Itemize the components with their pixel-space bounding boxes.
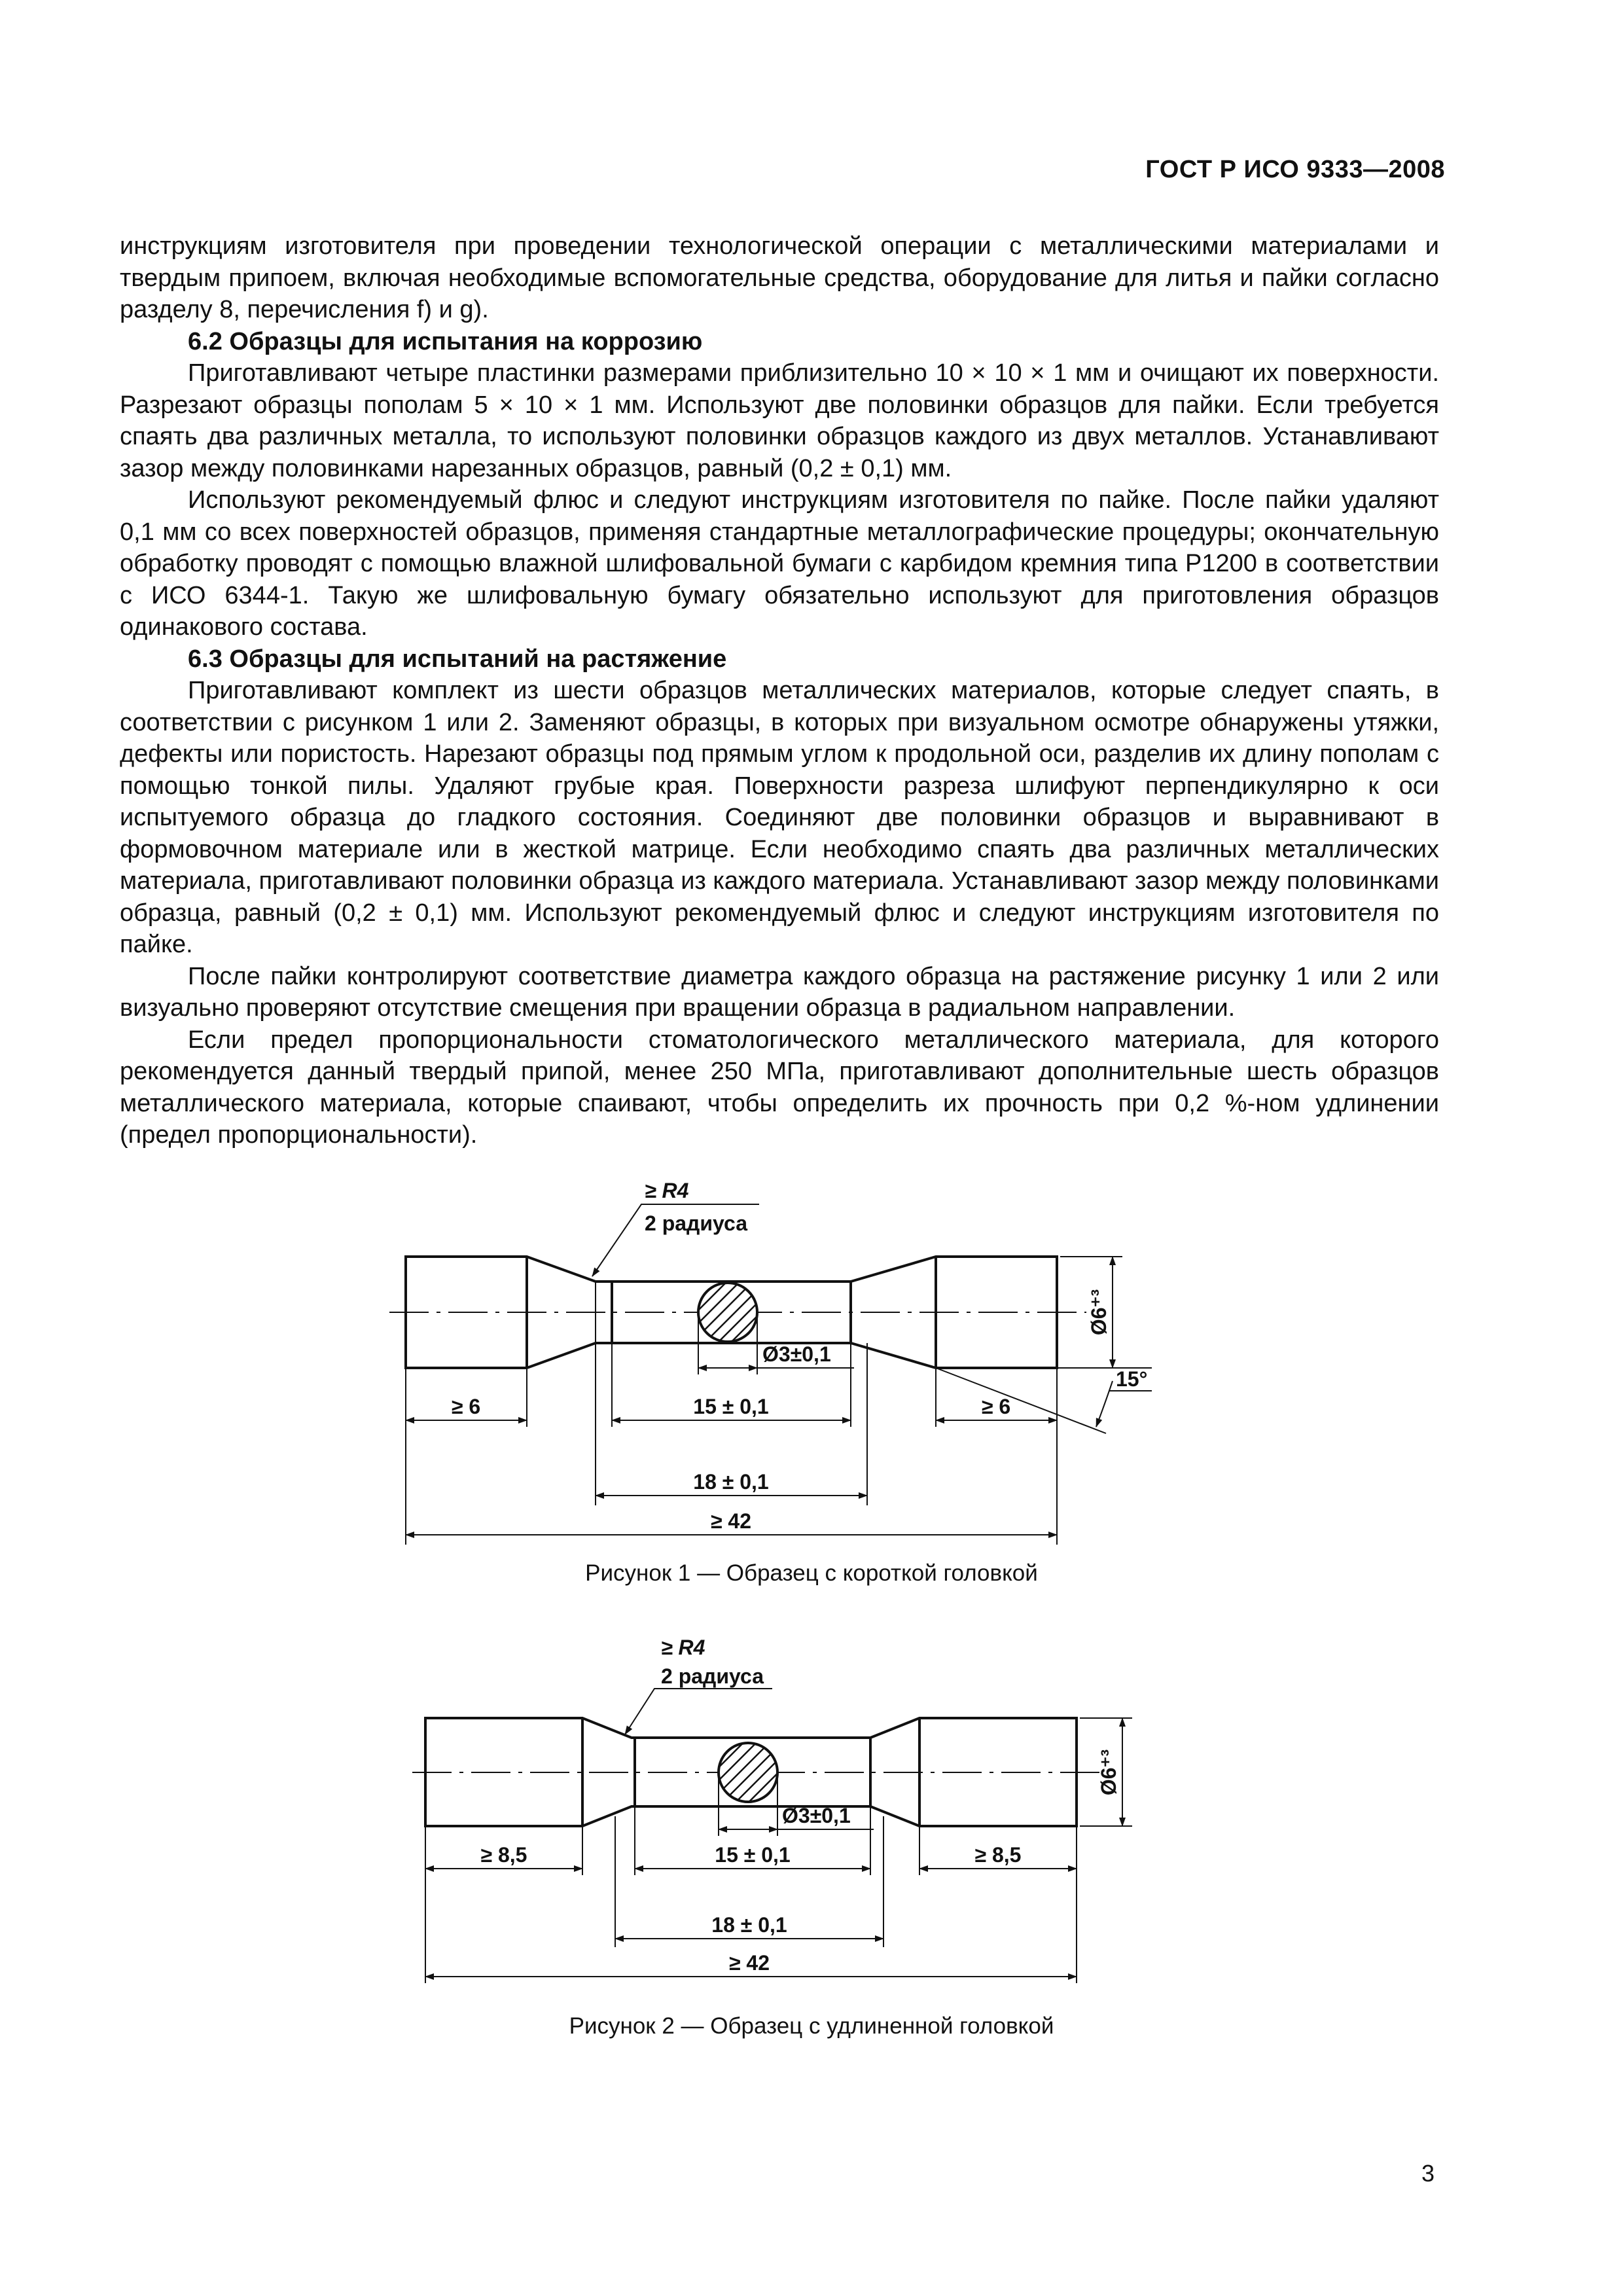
inner-diameter-label: Ø3±0,1 [782, 1804, 851, 1827]
head-left-dim: ≥ 6 [451, 1395, 481, 1418]
radius-label: ≥ R4 [661, 1636, 705, 1659]
figure-1 [0, 1178, 1623, 1571]
neck-length-dim: 18 ± 0,1 [711, 1913, 787, 1937]
section-6-2-paragraph-2: Используют рекомендуемый флюс и следуют инструкциям изготовителя по пайке. После пайки удаляют 0,1 мм со всех поверхностей образцов, применяя стандартные металлографические процедуры; окончательную обработку проводят с помощью влажной шлифовальной бумаги с карбидом кремния типа P1200 в соответствии с ИСО 6344-1. Такую же шлифовальную бумагу обязательно используют для приготовления образцов одинакового состава. [120, 486, 1439, 641]
cross-section [719, 1743, 777, 1802]
head-left-dim: ≥ 8,5 [480, 1843, 527, 1867]
radius-note: 2 радиуса [661, 1664, 764, 1688]
neck-length-dim: 18 ± 0,1 [693, 1470, 769, 1494]
paragraph-intro: инструкциям изготовителя при проведении технологической операции с металлическими материалами и твердым припоем, включая необходимые вспомогательные средства, оборудование для литья и пайки согласно разделу 8, перечисления f) и g). [120, 232, 1439, 323]
cross-section [698, 1283, 757, 1342]
radius-note: 2 радиуса [645, 1211, 747, 1235]
section-6-3-paragraph-1: Приготавливают комплект из шести образцов металлических материалов, которые следует спаять, в соответствии с рисунком 1 или 2. Заменяют образцы, в которых при визуальном осмотре обнаружены утяжки, дефекты или пористость. Нарезают образцы под прямым углом к продольной оси, разделив их длину пополам с помощью тонкой пилы. Удаляют грубые края. Поверхности разреза шлифуют перпендикулярно к оси испытуемого образца до гладкого состояния. Соединяют две половинки образцов и выравнивают в формовочном материале или в жесткой матрице. Если необходимо спаять два различных металлических материала, приготавливают половинки образца из каждого материала. Устанавливают зазор между половинками образца, равный (0,2 ± 0,1) мм. Используют рекомендуемый флюс и следуют инструкциям изготовителя по пайке. [120, 677, 1439, 958]
angle-label: 15° [1116, 1367, 1148, 1391]
gauge-length-dim: 15 ± 0,1 [715, 1843, 791, 1867]
section-6-3-title: 6.3 Образцы для испытаний на растяжение [188, 645, 727, 673]
section-6-3-paragraph-3: Если предел пропорциональности стоматологического металлического материала, для которого рекомендуется данный твердый припой, менее 250 МПа, приготавливают дополнительные шесть образцов металлического материала, которые спаивают, чтобы определить их прочность при 0,2 %-ном удлинении (предел пропорциональности). [120, 1026, 1439, 1149]
radius-label: ≥ R4 [645, 1179, 689, 1202]
section-6-2-paragraph-1: Приготавливают четыре пластинки размерами приблизительно 10 × 10 × 1 мм и очищают их поверхности. Разрезают образцы пополам 5 × 10 × 1 мм. Используют две половинки образцов для пайки. Если требуется спаять два различных металла, то используют половинки образцов каждого из двух металлов. Устанавливают зазор между половинками нарезанных образцов, равный (0,2 ± 0,1) мм. [120, 359, 1439, 482]
section-6-3-paragraph-2: После пайки контролируют соответствие диаметра каждого образца на растяжение рисунку 1 или 2 или визуально проверяют отсутствие смещения при вращении образца в радиальном направлении. [120, 962, 1439, 1022]
inner-diameter-label: Ø3±0,1 [762, 1342, 831, 1366]
figure-1-caption: Рисунок 1 — Образец с короткой головкой [585, 1560, 1038, 1586]
head-right-dim: ≥ 8,5 [974, 1843, 1022, 1867]
total-length-dim: ≥ 42 [710, 1509, 752, 1533]
figure-2-drawing [0, 1630, 1623, 1996]
document-id: ГОСТ Р ИСО 9333—2008 [1145, 156, 1445, 183]
page-number: 3 [1421, 2160, 1435, 2187]
head-right-dim: ≥ 6 [981, 1395, 1011, 1418]
diameter-label: Ø6⁺³ [1097, 1749, 1120, 1796]
figure-2 [0, 1630, 1623, 1996]
gauge-length-dim: 15 ± 0,1 [693, 1395, 769, 1418]
section-6-2-title: 6.2 Образцы для испытания на коррозию [188, 327, 703, 355]
figure-2-caption: Рисунок 2 — Образец с удлиненной головкой [569, 2013, 1054, 2039]
page-body [120, 230, 1439, 1151]
total-length-dim: ≥ 42 [728, 1951, 770, 1975]
figure-1-drawing [0, 1178, 1623, 1571]
diameter-label: Ø6⁺³ [1087, 1289, 1111, 1336]
